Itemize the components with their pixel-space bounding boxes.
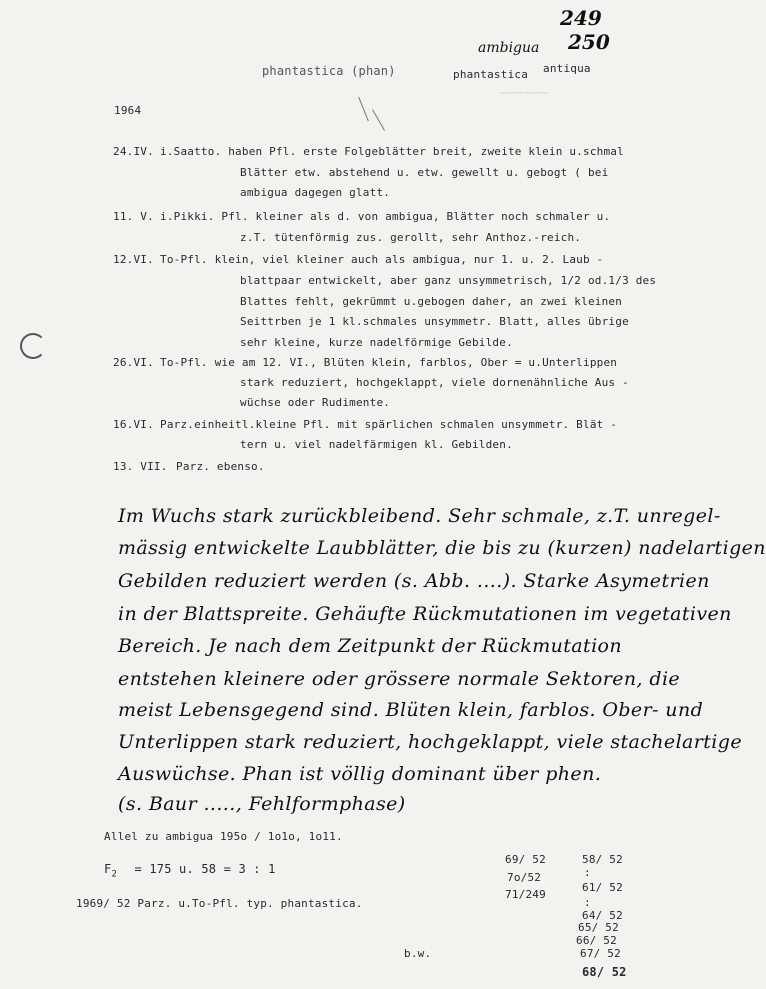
- entry-date: 12.VI.: [113, 253, 154, 266]
- title-right: phantastica: [453, 68, 529, 81]
- code-entry: :: [584, 896, 591, 909]
- page-number-top: 249: [560, 6, 602, 30]
- entry-date: 11. V.: [113, 210, 154, 223]
- code-entry: 67/ 52: [580, 947, 621, 960]
- page-number-second: 250: [568, 30, 610, 54]
- bw-note: b.w.: [404, 947, 432, 960]
- handwritten-line: Gebilden reduziert werden (s. Abb. ....). Starke Asymetrien: [118, 570, 710, 592]
- code-entry: :: [584, 866, 591, 879]
- handwritten-line: Bereich. Je nach dem Zeitpunkt der Rückmutation: [118, 635, 623, 657]
- entry-line: Blätter etw. abstehend u. etw. gewellt u. gebogt ( bei: [240, 166, 609, 179]
- line-1969: 1969/ 52 Parz. u.To-Pfl. typ. phantastica.: [76, 897, 363, 910]
- entry-date: 16.VI.: [113, 418, 154, 431]
- entry-line: ambigua dagegen glatt.: [240, 186, 391, 199]
- code-entry: 71/249: [505, 888, 546, 901]
- f2-label: F: [104, 862, 112, 876]
- year-label: 1964: [114, 104, 142, 117]
- entry-line: To-Pfl. wie am 12. VI., Blüten klein, farblos, Ober = u.Unterlippen: [160, 356, 618, 369]
- entry-line: Parz. ebenso.: [176, 460, 265, 473]
- handwritten-line: Unterlippen stark reduziert, hochgeklappt, viele stachelartige: [118, 731, 742, 753]
- entry-date: 24.IV.: [113, 145, 154, 158]
- entry-line: wüchse oder Rudimente.: [240, 396, 391, 409]
- entry-line: blattpaar entwickelt, aber ganz unsymmetrisch, 1/2 od.1/3 des: [240, 274, 657, 287]
- code-entry: 66/ 52: [576, 934, 617, 947]
- stray-stroke: [372, 109, 385, 130]
- punch-hole: [20, 333, 46, 359]
- code-entry: 68/ 52: [582, 965, 627, 979]
- entry-line: sehr kleine, kurze nadelförmige Gebilde.: [240, 336, 513, 349]
- entry-line: i.Saatto. haben Pfl. erste Folgeblätter breit, zweite klein u.schmal: [160, 145, 624, 158]
- code-entry: 69/ 52: [505, 853, 546, 866]
- f2-line: [104, 862, 276, 879]
- handwritten-line: entstehen kleinere oder grössere normale Sektoren, die: [118, 668, 681, 690]
- entry-line: Parz.einheitl.kleine Pfl. mit spärlichen schmalen unsymmetr. Blät -: [160, 418, 618, 431]
- code-entry: 58/ 52: [582, 853, 623, 866]
- code-entry: 64/ 52: [582, 909, 623, 922]
- entry-line: i.Pikki. Pfl. kleiner als d. von ambigua, Blätter noch schmaler u.: [160, 210, 611, 223]
- handwritten-line: Auswüchse. Phan ist völlig dominant über phen.: [118, 763, 602, 785]
- handwritten-line: in der Blattspreite. Gehäufte Rückmutationen im vegetativen: [118, 603, 732, 625]
- entry-line: To-Pfl. klein, viel kleiner auch als ambigua, nur 1. u. 2. Laub -: [160, 253, 604, 266]
- allel-line: Allel zu ambigua 195o / 1o1o, 1o11.: [104, 830, 343, 843]
- entry-line: Blattes fehlt, gekrümmt u.gebogen daher, an zwei kleinen: [240, 295, 623, 308]
- entry-line: tern u. viel nadelfärmigen kl. Gebilden.: [240, 438, 513, 451]
- entry-line: Seittrben je 1 kl.schmales unsymmetr. Blatt, alles übrige: [240, 315, 629, 328]
- stray-stroke: [358, 97, 369, 121]
- entry-date: 26.VI.: [113, 356, 154, 369]
- ambigua-note: ambigua: [478, 40, 540, 56]
- f2-values: = 175 u. 58 = 3 : 1: [134, 862, 276, 876]
- entry-date: 13. VII.: [113, 460, 168, 473]
- handwritten-line: mässig entwickelte Laubblätter, die bis zu (kurzen) nadelartigen: [118, 537, 766, 559]
- handwritten-line: (s. Baur ....., Fehlformphase): [118, 793, 406, 815]
- entry-line: stark reduziert, hochgeklappt, viele dornenähnliche Aus -: [240, 376, 629, 389]
- handwritten-line: Im Wuchs stark zurückbleibend. Sehr schmale, z.T. unregel-: [118, 505, 721, 527]
- antiqua-label: antiqua: [543, 62, 591, 75]
- handwritten-line: meist Lebensgegend sind. Blüten klein, farblos. Ober- und: [118, 699, 704, 721]
- entry-line: z.T. tütenförmig zus. gerollt, sehr Anthoz.-reich.: [240, 231, 582, 244]
- code-entry: 7o/52: [507, 871, 542, 884]
- show-through-text: ~~~~~~~~: [500, 88, 549, 99]
- code-entry: 65/ 52: [578, 921, 619, 934]
- title-left: phantastica (phan): [262, 64, 396, 78]
- f2-subscript: 2: [111, 869, 118, 880]
- code-entry: 61/ 52: [582, 881, 623, 894]
